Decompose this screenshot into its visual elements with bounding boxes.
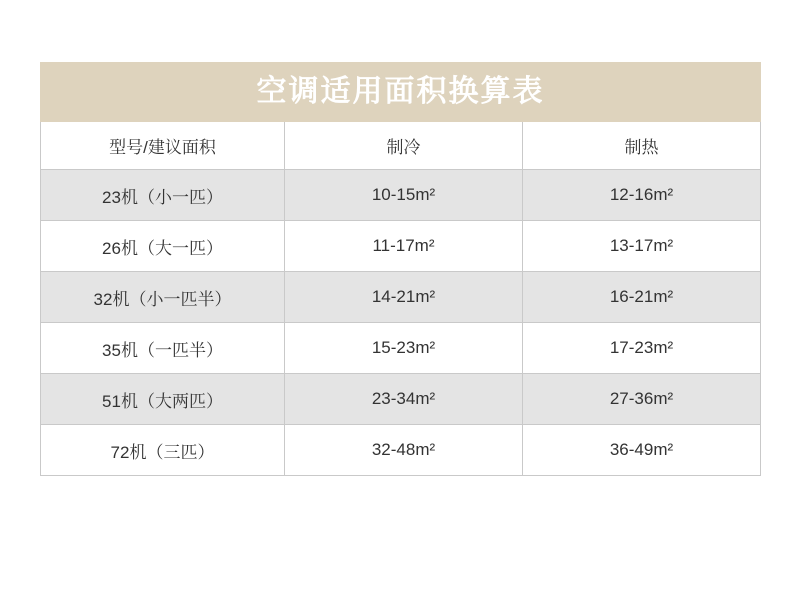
heating-value: 12-16m² (609, 185, 674, 204)
column-header-model (41, 122, 285, 170)
heating-value: 16-21m² (609, 287, 674, 306)
cell-heating (523, 170, 761, 221)
cell-cooling (285, 170, 523, 221)
cell-heating (523, 221, 761, 272)
cell-heating (523, 323, 761, 374)
model-value: 32机（小一匹半） (93, 289, 232, 309)
cell-heating (523, 425, 761, 476)
model-value: 35机（一匹半） (102, 340, 223, 360)
cell-heating (523, 272, 761, 323)
cell-model (41, 323, 285, 374)
cell-cooling (285, 221, 523, 272)
cell-model (41, 221, 285, 272)
cell-model (41, 272, 285, 323)
table-row (41, 170, 761, 221)
cell-model (41, 374, 285, 425)
cell-cooling (285, 374, 523, 425)
column-header-heating (523, 122, 761, 170)
model-value: 72机（三匹） (110, 442, 215, 462)
cell-model (41, 425, 285, 476)
table-row (41, 272, 761, 323)
heating-value: 27-36m² (609, 389, 674, 408)
table-row (41, 323, 761, 374)
table-title-row (41, 63, 761, 122)
table-title-cell (41, 63, 761, 122)
cooling-value: 14-21m² (371, 287, 436, 306)
cooling-value: 23-34m² (371, 389, 436, 408)
column-header-label: 制热 (624, 138, 659, 157)
table-row (41, 425, 761, 476)
column-header-label: 制冷 (386, 138, 421, 157)
air-conditioner-area-conversion-table (40, 62, 761, 476)
heating-value: 17-23m² (609, 338, 674, 357)
heating-value: 13-17m² (609, 236, 674, 255)
model-value: 23机（小一匹） (102, 187, 223, 207)
cell-cooling (285, 272, 523, 323)
table-row (41, 374, 761, 425)
page-title: 空调适用面积换算表 (256, 75, 545, 108)
table-header-row (41, 122, 761, 170)
cell-cooling (285, 425, 523, 476)
model-value: 26机（大一匹） (102, 238, 223, 258)
column-header-cooling (285, 122, 523, 170)
cooling-value: 15-23m² (371, 338, 436, 357)
cooling-value: 10-15m² (371, 185, 436, 204)
conversion-table-container (40, 62, 760, 476)
cooling-value: 11-17m² (372, 236, 435, 255)
cooling-value: 32-48m² (371, 440, 436, 459)
heating-value: 36-49m² (609, 440, 674, 459)
cell-model (41, 170, 285, 221)
column-header-label: 型号/建议面积 (109, 138, 216, 157)
model-value: 51机（大两匹） (102, 391, 223, 411)
cell-heating (523, 374, 761, 425)
cell-cooling (285, 323, 523, 374)
table-row (41, 221, 761, 272)
